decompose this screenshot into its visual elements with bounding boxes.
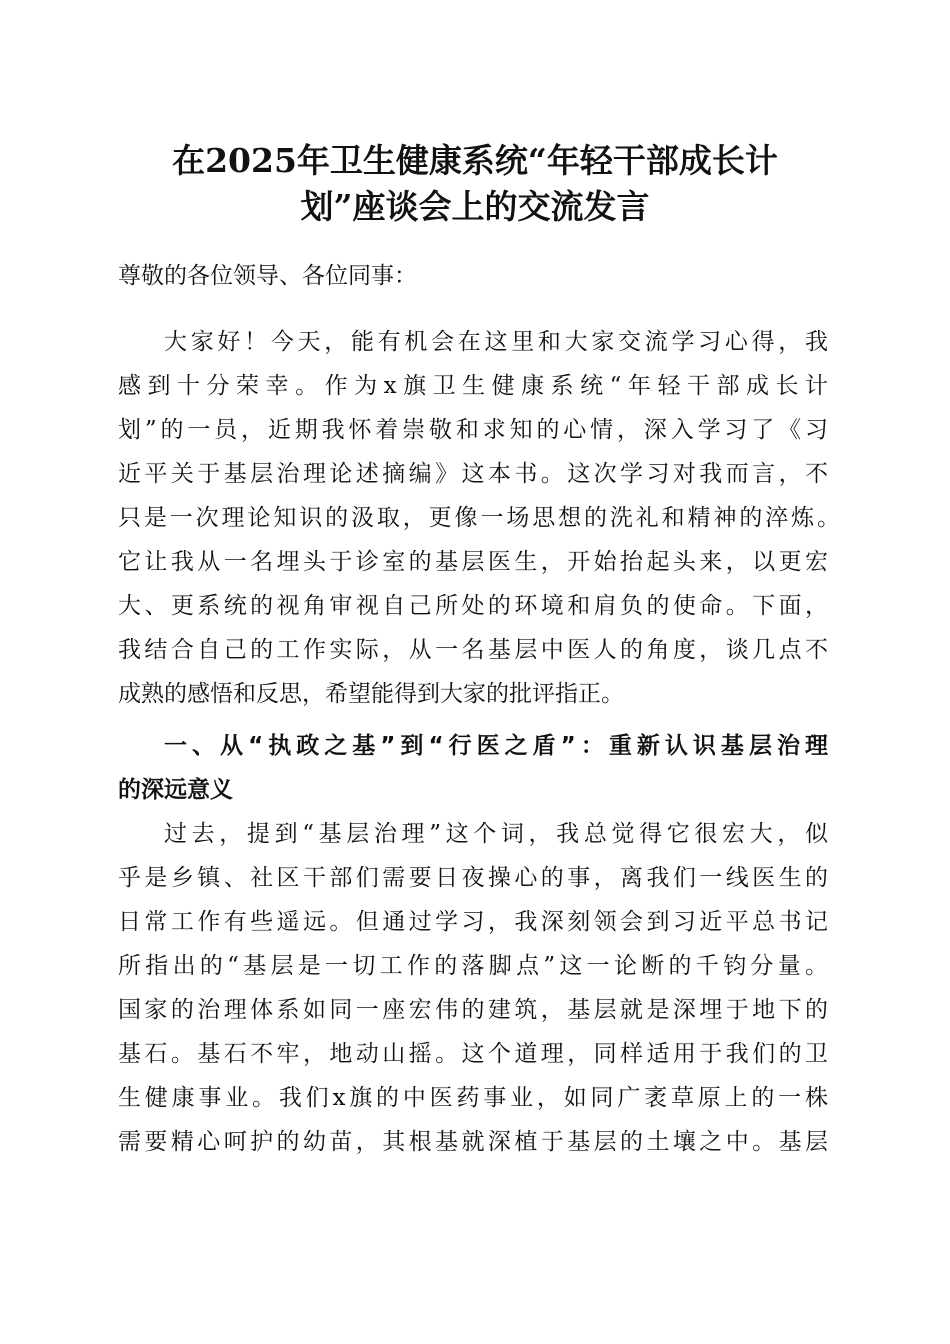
paragraph-1-line: 大家好！今天，能有机会在这里和大家交流学习心得，我 — [164, 329, 828, 355]
paragraph-1-line: 划”的一员，近期我怀着崇敬和求知的心情，深入学习了《习 — [118, 417, 828, 443]
paragraph-1-line: 感到十分荣幸。作为x旗卫生健康系统“年轻干部成长计 — [118, 373, 828, 399]
document-title-line-2: 划”座谈会上的交流发言 — [300, 187, 650, 226]
paragraph-2-line: 生健康事业。我们x旗的中医药事业，如同广袤草原上的一株 — [118, 1085, 828, 1111]
paragraph-1-line: 近平关于基层治理论述摘编》这本书。这次学习对我而言，不 — [118, 461, 828, 487]
paragraph-2-line: 过去，提到“基层治理”这个词，我总觉得它很宏大，似 — [164, 821, 828, 847]
paragraph-2-line: 日常工作有些遥远。但通过学习，我深刻领会到习近平总书记 — [118, 909, 828, 935]
paragraph-1-line: 它让我从一名埋头于诊室的基层医生，开始抬起头来，以更宏 — [118, 549, 828, 575]
paragraph-2-line: 需要精心呵护的幼苗，其根基就深植于基层的土壤之中。基层 — [118, 1129, 828, 1155]
paragraph-2-line: 乎是乡镇、社区干部们需要日夜操心的事，离我们一线医生的 — [118, 865, 828, 891]
salutation: 尊敬的各位领导、各位同事： — [118, 263, 417, 289]
paragraph-1-line: 我结合自己的工作实际，从一名基层中医人的角度，谈几点不 — [118, 637, 828, 663]
section-heading-line: 一、从“执政之基”到“行医之盾”：重新认识基层治理 — [164, 733, 828, 759]
paragraph-2-line: 基石。基石不牢，地动山摇。这个道理，同样适用于我们的卫 — [118, 1041, 828, 1067]
paragraph-1-line: 只是一次理论知识的汲取，更像一场思想的洗礼和精神的淬炼。 — [118, 505, 840, 531]
paragraph-1-line: 成熟的感悟和反思，希望能得到大家的批评指正。 — [118, 681, 624, 707]
section-heading-line: 的深远意义 — [118, 777, 233, 803]
paragraph-2-line: 所指出的“基层是一切工作的落脚点”这一论断的千钧分量。 — [118, 953, 828, 979]
document-title-line-1: 在2025年卫生健康系统“年轻干部成长计 — [172, 141, 778, 180]
paragraph-1-line: 大、更系统的视角审视自己所处的环境和肩负的使命。下面， — [118, 593, 828, 619]
paragraph-2-line: 国家的治理体系如同一座宏伟的建筑，基层就是深埋于地下的 — [118, 997, 828, 1023]
